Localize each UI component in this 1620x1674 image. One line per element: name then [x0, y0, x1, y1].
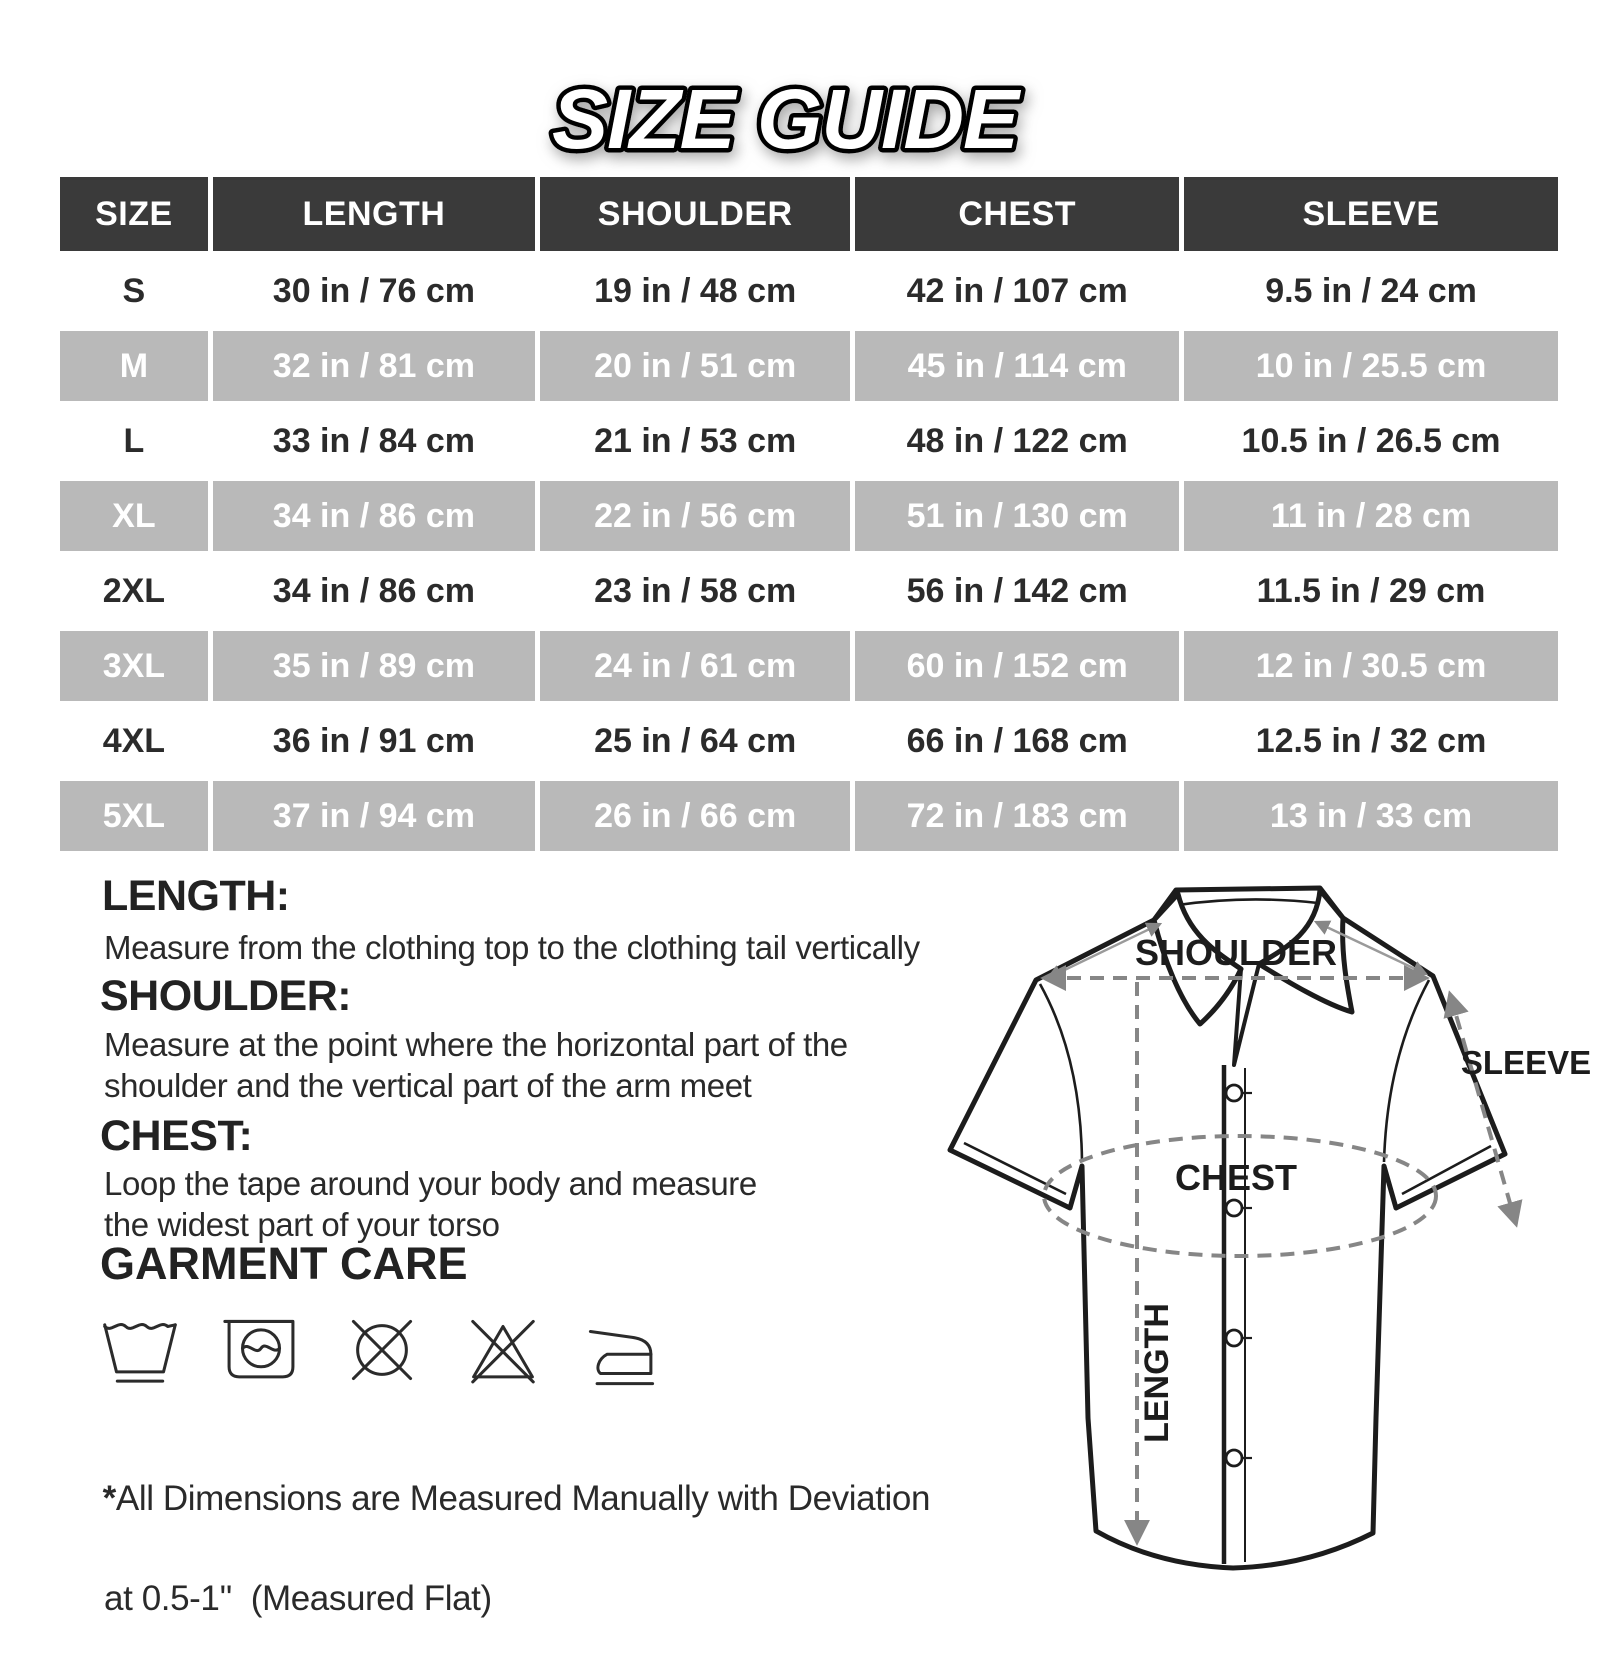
size-guide-title: SIZE GUIDE	[551, 72, 1019, 166]
shoulder-section-text-1: Measure at the point where the horizontal part of the	[104, 1026, 848, 1063]
col-header-size: SIZE	[60, 177, 208, 251]
do-not-bleach-icon	[461, 1302, 545, 1398]
col-header-length: LENGTH	[213, 177, 535, 251]
table-row: XL 34 in / 86 cm 22 in / 56 cm 51 in / 130 cm 11 in / 28 cm	[60, 481, 1558, 551]
diagram-chest-label: CHEST	[1174, 1157, 1298, 1198]
shoulder-section-text-2: shoulder and the vertical part of the arm meet	[104, 1067, 752, 1104]
diagram-sleeve-label: SLEEVE	[1460, 1044, 1592, 1081]
size-cell: 5XL	[60, 781, 208, 851]
shoulder-section-heading: SHOULDER:	[100, 972, 352, 1020]
disclaimer-asterisk: *	[102, 1479, 116, 1518]
col-header-shoulder: SHOULDER	[540, 177, 850, 251]
wash-basin-icon	[98, 1302, 182, 1398]
table-row: L 33 in / 84 cm 21 in / 53 cm 48 in / 122 cm 10.5 in / 26.5 cm	[60, 406, 1558, 476]
chest-section-text-1: Loop the tape around your body and measure	[104, 1165, 757, 1202]
machine-wash-icon	[219, 1302, 303, 1398]
shirt-measurement-diagram	[928, 858, 1592, 1582]
diagram-length-label: LENGTH	[1138, 1303, 1176, 1443]
table-row: 2XL 34 in / 86 cm 23 in / 58 cm 56 in / 142 cm 11.5 in / 29 cm	[60, 556, 1558, 626]
page-title	[0, 36, 1620, 186]
size-cell: M	[60, 331, 208, 401]
diagram-shoulder-label: SHOULDER	[1134, 932, 1338, 973]
garment-care-heading: GARMENT CARE	[100, 1238, 468, 1289]
col-header-sleeve: SLEEVE	[1184, 177, 1558, 251]
length-section-text: Measure from the clothing top to the clothing tail vertically	[104, 929, 920, 966]
size-cell: 3XL	[60, 631, 208, 701]
table-row: S 30 in / 76 cm 19 in / 48 cm 42 in / 107 cm 9.5 in / 24 cm	[60, 256, 1558, 326]
iron-icon	[582, 1302, 666, 1398]
size-chart-header	[60, 177, 1558, 251]
measurement-disclaimer	[84, 1424, 930, 1674]
garment-care-icons	[98, 1302, 666, 1398]
col-header-chest: CHEST	[855, 177, 1179, 251]
length-section-heading: LENGTH:	[102, 872, 290, 920]
chest-section-text-2: the widest part of your torso	[104, 1206, 500, 1243]
do-not-dry-clean-icon	[340, 1302, 424, 1398]
size-cell: S	[60, 256, 208, 326]
size-cell: 4XL	[60, 706, 208, 776]
size-cell: XL	[60, 481, 208, 551]
size-cell: L	[60, 406, 208, 476]
size-chart-table	[55, 172, 1563, 856]
size-cell: 2XL	[60, 556, 208, 626]
disclaimer-line-1: All Dimensions are Measured Manually with Deviation	[115, 1479, 931, 1518]
chest-section-heading: CHEST:	[100, 1112, 253, 1160]
table-row: 4XL 36 in / 91 cm 25 in / 64 cm 66 in / 168 cm 12.5 in / 32 cm	[60, 706, 1558, 776]
table-row: 5XL 37 in / 94 cm 26 in / 66 cm 72 in / 183 cm 13 in / 33 cm	[60, 781, 1558, 851]
table-row: M 32 in / 81 cm 20 in / 51 cm 45 in / 114 cm 10 in / 25.5 cm	[60, 331, 1558, 401]
table-row: 3XL 35 in / 89 cm 24 in / 61 cm 60 in / 152 cm 12 in / 30.5 cm	[60, 631, 1558, 701]
disclaimer-line-2: at 0.5-1'' (Measured Flat)	[104, 1579, 492, 1618]
